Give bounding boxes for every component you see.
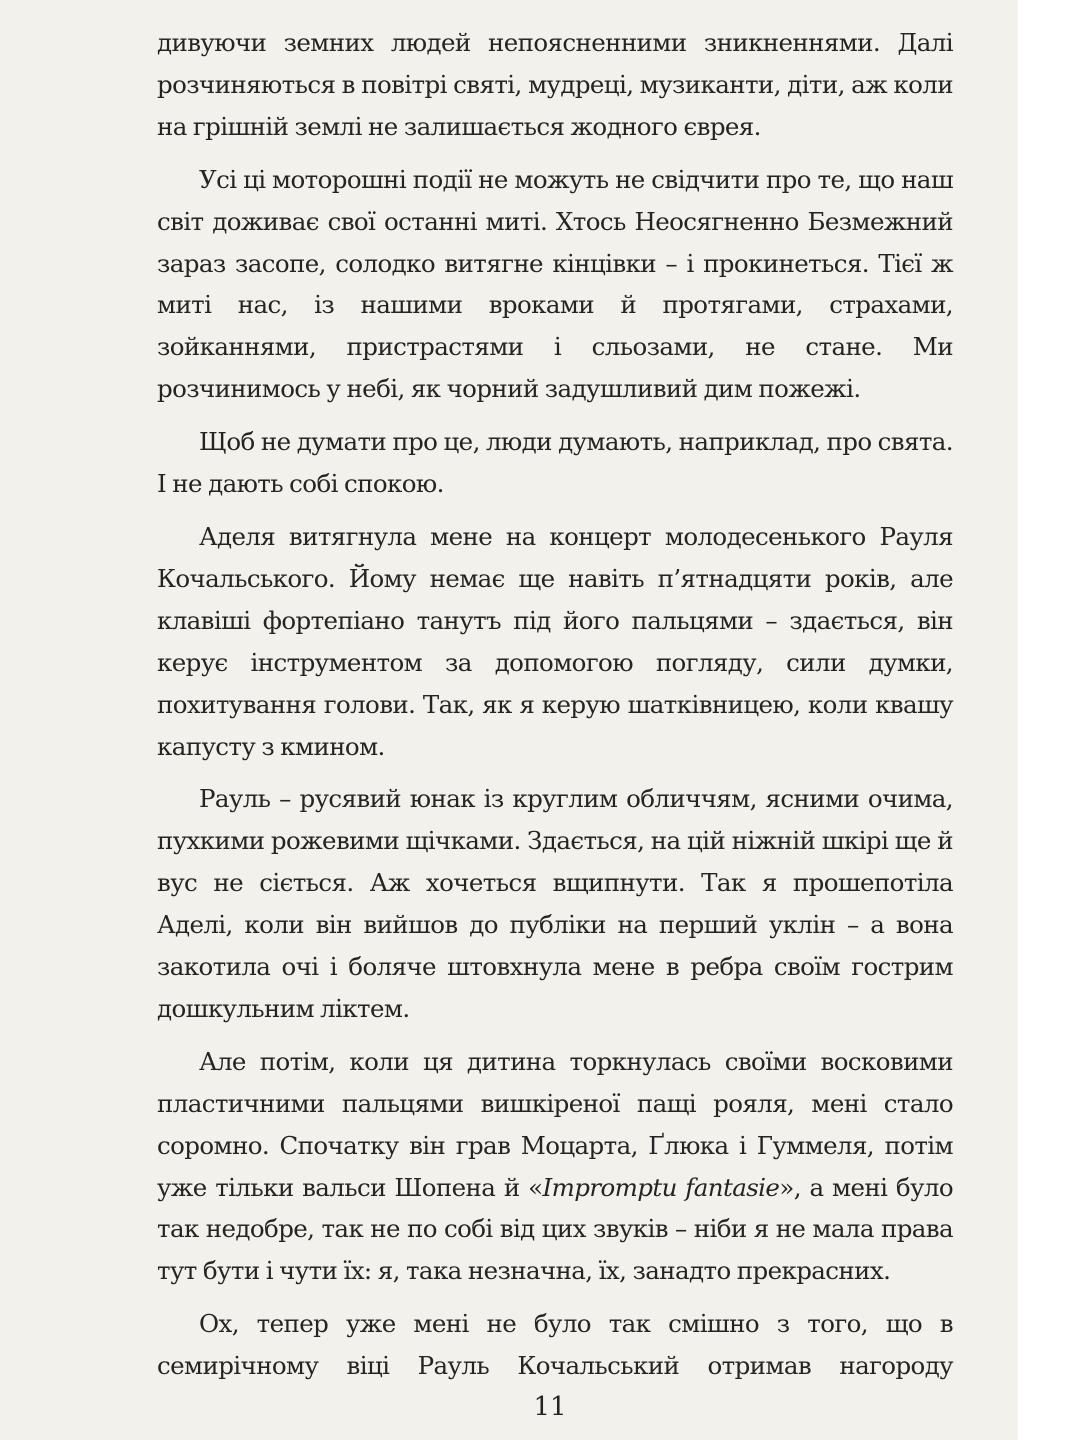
paragraph-2: Усі ці моторошні події не можуть не свідчити про те, що наш світ доживає свої останні миті. Хтось Неосягненно Безмежний зараз засопе, солодко витягне кінцівки – і прокинеться. Тієї ж миті нас, із нашими вроками й протягами, страхами, зойканнями, пристрастями і сльозами, не стане. Ми розчинимось у небі, як чорний задушливий дим пожежі.: [157, 164, 953, 404]
body-text: [157, 22, 953, 1387]
paragraph-3: Щоб не думати про це, люди думають, наприклад, про свята. І не дають собі спокою.: [157, 427, 953, 499]
paragraph-1: дивуючи земних людей непоясненними зникненнями. Далі розчиняються в повітрі святі, мудреці, музиканти, діти, аж коли на грішній землі не залишається жодного єврея.: [157, 28, 953, 141]
paragraph-5: Рауль – русявий юнак із круглим обличчям, ясними очима, пухкими рожевими щічками. Здається, на цій ніжній шкірі ще й вус не сіється. Аж хочеться вщипнути. Так я прошепотіла Аделі, коли він вийшов до публіки на перший уклін – а вона закотила очі і боляче штовхнула мене в ребра своїм гострим дошкульним ліктем.: [157, 784, 953, 1023]
paragraph-6: [157, 1041, 953, 1292]
page-number: 11: [533, 1392, 567, 1422]
paragraph-7: Ох, тепер уже мені не було так смішно з того, що в семирічному віці Рауль Кочальський отримав нагороду: [157, 1309, 953, 1381]
paragraph-6-text-before: Але потім, коли ця дитина торкнулась своїми восковими пластичними пальцями вишкіреної пащі рояля, мені стало соромно. Спочатку він грав Моцарта, Ґлюка і Гуммеля, потім уже тільки вальси Шопена й «: [157, 1046, 953, 1202]
paragraph-4: Аделя витягнула мене на концерт молодесенького Рауля Кочальського. Йому немає ще навіть п’ятнадцяти років, але клавіші фортепіано танутъ під його пальцями – здається, він керує інструментом за допомогою погляду, сили думки, похитування голови. Так, як я керую шатківницею, коли квашу капусту з кмином.: [157, 521, 953, 761]
paragraph-6-italic-title: Impromptu fantasie: [542, 1172, 780, 1202]
paragraph-6-text-after: », а мені було так недобре, так не по собі від цих звуків – ніби я не мала права тут бути і чути їх: я, така незначна, їх, занадто прекрасних.: [157, 1172, 953, 1286]
